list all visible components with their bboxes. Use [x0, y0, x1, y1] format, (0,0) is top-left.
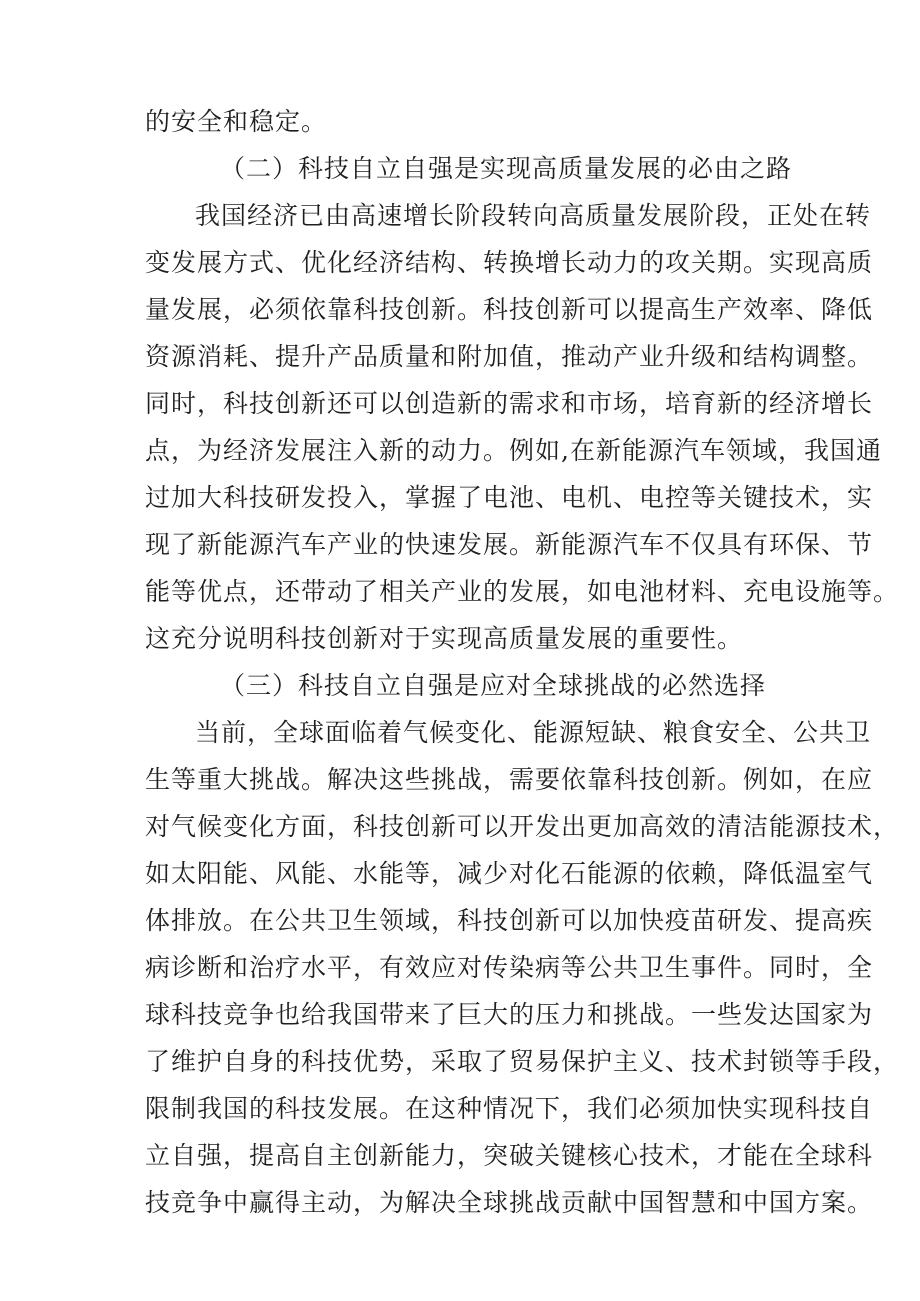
paragraph-3-line: 限制我国的科技发展。在这种情况下，我们必须加快实现科技自 [145, 1094, 874, 1123]
paragraph-3-line: 对气候变化方面，科技创新可以开发出更加高效的清洁能源技术， [145, 812, 900, 841]
paragraph-2-line: 能等优点，还带动了相关产业的发展，如电池材料、充电设施等。 [145, 577, 900, 606]
paragraph-2-line: 变发展方式、优化经济结构、转换增长动力的攻关期。实现高质 [145, 248, 874, 277]
paragraph-3-line: 如太阳能、风能、水能等，减少对化石能源的依赖，降低温室气 [145, 859, 874, 888]
paragraph-2-line: 我国经济已由高速增长阶段转向高质量发展阶段，正处在转 [195, 201, 872, 230]
paragraph-2-line: 过加大科技研发投入，掌握了电池、电机、电控等关键技术，实 [145, 483, 874, 512]
paragraph-3-line: 技竞争中赢得主动，为解决全球挑战贡献中国智慧和中国方案。 [145, 1188, 874, 1217]
paragraph-2-line: 现了新能源汽车产业的快速发展。新能源汽车不仅具有环保、节 [145, 530, 874, 559]
paragraph-3-line: 当前，全球面临着气候变化、能源短缺、粮食安全、公共卫 [195, 718, 872, 747]
paragraph-3-line: 立自强，提高自主创新能力，突破关键核心技术，才能在全球科 [145, 1141, 874, 1170]
section-heading-2: （二）科技自立自强是实现高质量发展的必由之路 [220, 154, 793, 183]
paragraph-3-line: 生等重大挑战。解决这些挑战，需要依靠科技创新。例如，在应 [145, 765, 874, 794]
document-body [145, 98, 900, 1226]
body-text-line: 的安全和稳定。 [145, 107, 328, 136]
paragraph-2-line: 这充分说明科技创新对于实现高质量发展的重要性。 [145, 624, 744, 653]
paragraph-2-line: 同时，科技创新还可以创造新的需求和市场，培育新的经济增长 [145, 389, 874, 418]
paragraph-2-line: 量发展，必须依靠科技创新。科技创新可以提高生产效率、降低 [145, 295, 874, 324]
paragraph-3-line: 病诊断和治疗水平，有效应对传染病等公共卫生事件。同时，全 [145, 953, 874, 982]
paragraph-2-line: 点，为经济发展注入新的动力。例如,在新能源汽车领域，我国通 [145, 436, 882, 465]
paragraph-3-line: 球科技竞争也给我国带来了巨大的压力和挑战。一些发达国家为 [145, 1000, 874, 1029]
paragraph-2-line: 资源消耗、提升产品质量和附加值，推动产业升级和结构调整。 [145, 342, 874, 371]
section-heading-3: （三）科技自立自强是应对全球挑战的必然选择 [220, 671, 767, 700]
paragraph-3-line: 体排放。在公共卫生领域，科技创新可以加快疫苗研发、提高疾 [145, 906, 874, 935]
paragraph-3-line: 了维护自身的科技优势，采取了贸易保护主义、技术封锁等手段， [145, 1047, 900, 1076]
